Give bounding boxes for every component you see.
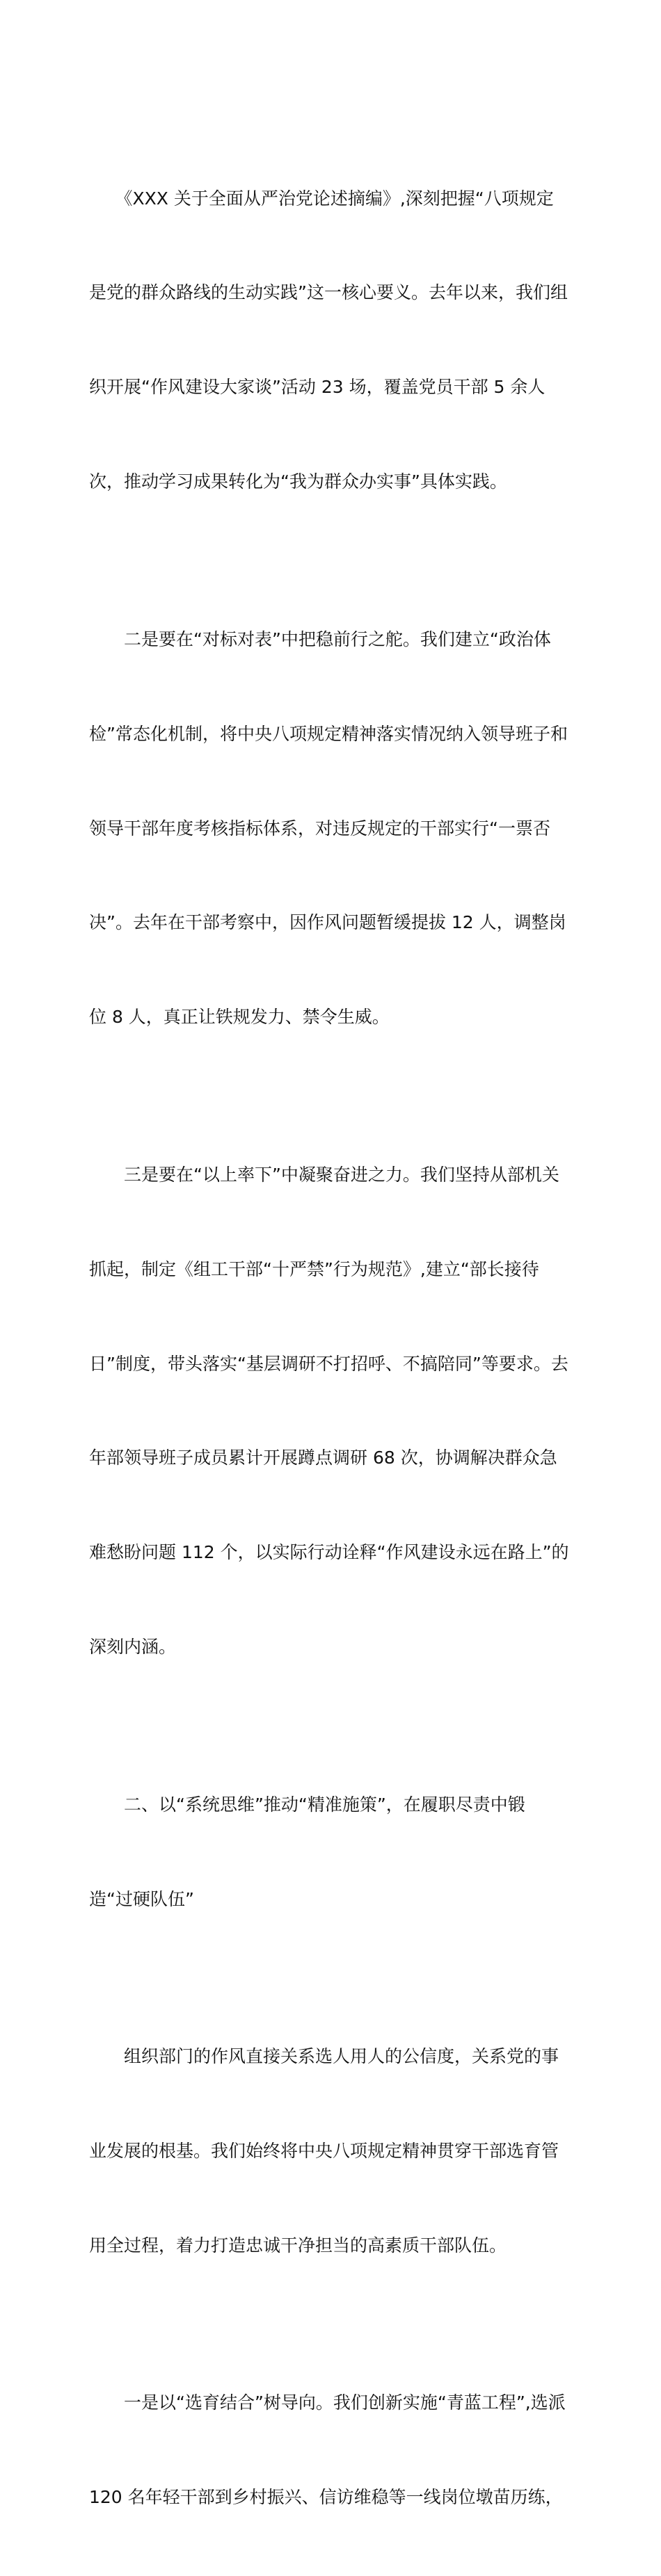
text-line: 一是以“选育结合”树导向。我们创新实施“青蓝工程”,选派 bbox=[89, 2392, 566, 2413]
text-line: 次，推动学习成果转化为“我为群众办实事”具体实践。 bbox=[89, 471, 507, 492]
text-line: 《XXX 关于全面从严治党论述摘编》,深刻把握“八项规定 bbox=[89, 188, 554, 209]
paragraph-point-one bbox=[89, 2324, 580, 2576]
text-line: 织开展“作风建设大家谈”活动 23 场，覆盖党员干部 5 余人 bbox=[89, 377, 545, 398]
text-line: 造“过硬队伍” bbox=[89, 1888, 194, 1909]
paragraph-section-intro bbox=[89, 1978, 580, 2324]
text-line: 用全过程，着力打造忠诚干净担当的高素质干部队伍。 bbox=[89, 2235, 507, 2255]
text-line: 位 8 人，真正让铁规发力、禁令生威。 bbox=[89, 1007, 390, 1028]
text-line: 业发展的根基。我们始终将中央八项规定精神贯穿干部选育管 bbox=[89, 2141, 559, 2161]
paragraph-point-three bbox=[89, 1096, 580, 1726]
text-line: 三是要在“以上率下”中凝聚奋进之力。我们坚持从部机关 bbox=[89, 1164, 559, 1185]
text-line: 深刻内涵。 bbox=[89, 1637, 177, 1658]
paragraph-point-two bbox=[89, 560, 580, 1096]
text-line: 抓起，制定《组工干部“十严禁”行为规范》,建立“部长接待 bbox=[89, 1258, 539, 1279]
text-line: 120 名年轻干部到乡村振兴、信访维稳等一线岗位墩苗历练， bbox=[89, 2487, 563, 2508]
text-line: 组织部门的作风直接关系选人用人的公信度，关系党的事 bbox=[89, 2046, 559, 2067]
text-line: 是党的群众路线的生动实践”这一核心要义。去年以来，我们组 bbox=[89, 282, 568, 303]
paragraph-study bbox=[89, 120, 580, 560]
text-line: 决”。去年在干部考察中，因作风问题暂缓提拔 12 人，调整岗 bbox=[89, 912, 566, 933]
text-line: 难愁盼问题 112 个，以实际行动诠释“作风建设永远在路上”的 bbox=[89, 1542, 569, 1563]
text-line: 领导干部年度考核指标体系，对违反规定的干部实行“一票否 bbox=[89, 818, 550, 839]
section-heading-two bbox=[89, 1726, 580, 1977]
text-line: 二是要在“对标对表”中把稳前行之舵。我们建立“政治体 bbox=[89, 629, 551, 649]
document-body bbox=[89, 120, 580, 2576]
text-line: 二、以“系统思维”推动“精准施策”，在履职尽责中锻 bbox=[89, 1794, 525, 1815]
text-line: 检”常态化机制，将中央八项规定精神落实情况纳入领导班子和 bbox=[89, 723, 568, 744]
text-line: 日”制度，带头落实“基层调研不打招呼、不搞陪同”等要求。去 bbox=[89, 1353, 568, 1374]
text-line: 年部领导班子成员累计开展蹲点调研 68 次，协调解决群众急 bbox=[89, 1448, 557, 1468]
